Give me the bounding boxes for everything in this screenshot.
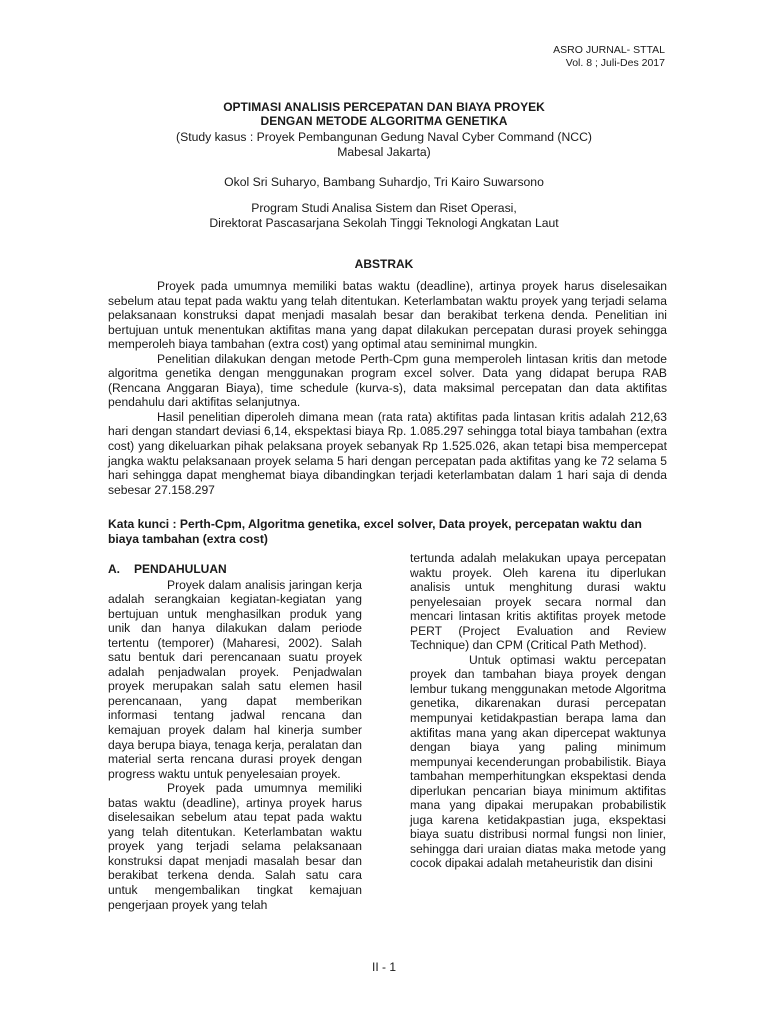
journal-header	[553, 44, 665, 70]
title-line-2: DENGAN METODE ALGORITMA GENETIKA	[260, 114, 508, 128]
author-list: Okol Sri Suharyo, Bambang Suhardjo, Tri Kairo Suwarsono	[224, 175, 544, 189]
abstract-paragraph: Hasil penelitian diperoleh dimana mean (rata rata) aktifitas pada lintasan kritis adalah 212,63 hari dengan standart deviasi 6,14, ekspektasi biaya Rp. 1.085.297 sehingga total biaya tambahan (extra cost) yang dikeluarkan pihak pelaksana proyek sebanyak Rp 1.525.026, akan tetapi bisa mempercepat jangka waktu pelaksanaan proyek selama 5 hari dengan percepatan pada aktifitas yang ke 72 selama 5 hari sehingga dapat menghemat biaya dibandingkan terjadi keterlambatan dalam 1 hari saja di denda sebesar 27.158.297	[108, 409, 667, 497]
body-paragraph: Untuk optimasi waktu percepatan proyek dan tambahan biaya proyek dengan lembur tukang menggunakan metode Algoritma genetika, dikarenakan durasi percepatan mempunyai ketidakpastian berapa lama dan aktifitas mana yang akan dipercepat waktunya dengan biaya yang paling minimum mempunyai kecenderungan probabilistik. Biaya tambahan memperhitungkan ekspektasi denda diperlukan pencarian biaya minimum aktifitas mana yang dipakai merupakan probabilistik juga karena ketidakpastian juga, ekspektasi biaya suatu distribusi normal fungsi non linier, sehingga dari uraian diatas maka metode yang cocok dipakai adalah metaheuristik dan disini	[410, 652, 666, 871]
paper-subtitle	[0, 130, 768, 159]
abstract-body	[108, 279, 667, 497]
subtitle-line-1: (Study kasus : Proyek Pembangunan Gedung Naval Cyber Command (NCC)	[176, 130, 592, 144]
affiliation-line-1: Program Studi Analisa Sistem dan Riset Operasi,	[251, 201, 517, 215]
body-paragraph: Proyek pada umumnya memiliki batas waktu (deadline), artinya proyek harus diselesaikan sebelum atau tepat pada waktu yang telah ditentukan. Keterlambatan waktu proyek yang terjadi selama pelaksanaan konstruksi dapat menjadi masalah besar dan berakibat terkena denda. Salah satu cara untuk mengembalikan tingkat kemajuan pengerjaan proyek yang telah	[108, 781, 362, 912]
subtitle-line-2: Mabesal Jakarta)	[337, 144, 431, 159]
body-paragraph: Proyek dalam analisis jaringan kerja adalah serangkaian kegiatan-kegiatan yang bertujuan untuk menghasilkan produk yang unik dan hanya dilakukan dalam periode tertentu (temporer) (Maharesi, 2002). Salah satu bentuk dari perencanaan suatu proyek adalah penjadwalan proyek. Penjadwalan proyek merupakan salah satu elemen hasil perencanaan, yang dapat memberikan informasi tentang jadwal rencana dan kemajuan proyek dalam hal kinerja sumber daya berupa biaya, tenaga kerja, peralatan dan material serta rencana durasi proyek dengan progress waktu untuk penyelesaian proyek.	[108, 577, 362, 781]
section-heading	[108, 562, 362, 577]
left-column	[108, 562, 362, 912]
journal-volume: Vol. 8 ; Juli-Des 2017	[565, 57, 665, 69]
keywords: Kata kunci : Perth-Cpm, Algoritma genetika, excel solver, Data proyek, percepatan waktu dan biaya tambahan (extra cost)	[108, 517, 642, 546]
title-line-1: OPTIMASI ANALISIS PERCEPATAN DAN BIAYA PROYEK	[223, 100, 545, 114]
body-paragraph: tertunda adalah melakukan upaya percepatan waktu proyek. Oleh karena itu diperlukan analisis untuk menghitung durasi waktu penyelesaian proyek secara normal dan mencari lintasan kritis aktifitas proyek metode PERT (Project Evaluation and Review Technique) dan CPM (Critical Path Method).	[410, 551, 666, 653]
abstract-paragraph: Penelitian dilakukan dengan metode Perth-Cpm guna memperoleh lintasan kritis dan metode algoritma genetika dengan menggunakan program excel solver. Data yang didapat berupa RAB (Rencana Anggaran Biaya), time schedule (kurva-s), data maksimal percepatan dan data aktifitas pendahulu dari aktifitas selanjutnya.	[108, 351, 667, 410]
paper-title	[0, 100, 768, 128]
section-number: A.	[108, 562, 120, 576]
page-number: II - 1	[371, 960, 396, 974]
affiliation	[0, 201, 768, 230]
journal-name: ASRO JURNAL- STTAL	[553, 44, 665, 56]
abstract-heading: ABSTRAK	[354, 257, 414, 271]
affiliation-line-2: Direktorat Pascasarjana Sekolah Tinggi Teknologi Angkatan Laut	[209, 215, 559, 230]
section-title: PENDAHULUAN	[134, 562, 227, 576]
right-column	[410, 551, 666, 871]
abstract-paragraph: Proyek pada umumnya memiliki batas waktu (deadline), artinya proyek harus diselesaikan sebelum atau tepat pada waktu yang telah ditentukan. Keterlambatan waktu proyek yang terjadi selama pelaksanaan konstruksi dapat menjadi masalah besar dan berakibat terkena denda. Penelitian ini bertujuan untuk menentukan aktifitas mana yang dapat dilakukan percepatan durasi proyek sehingga memperoleh biaya tambahan (extra cost) yang optimal atau seminimal mungkin.	[108, 279, 667, 352]
